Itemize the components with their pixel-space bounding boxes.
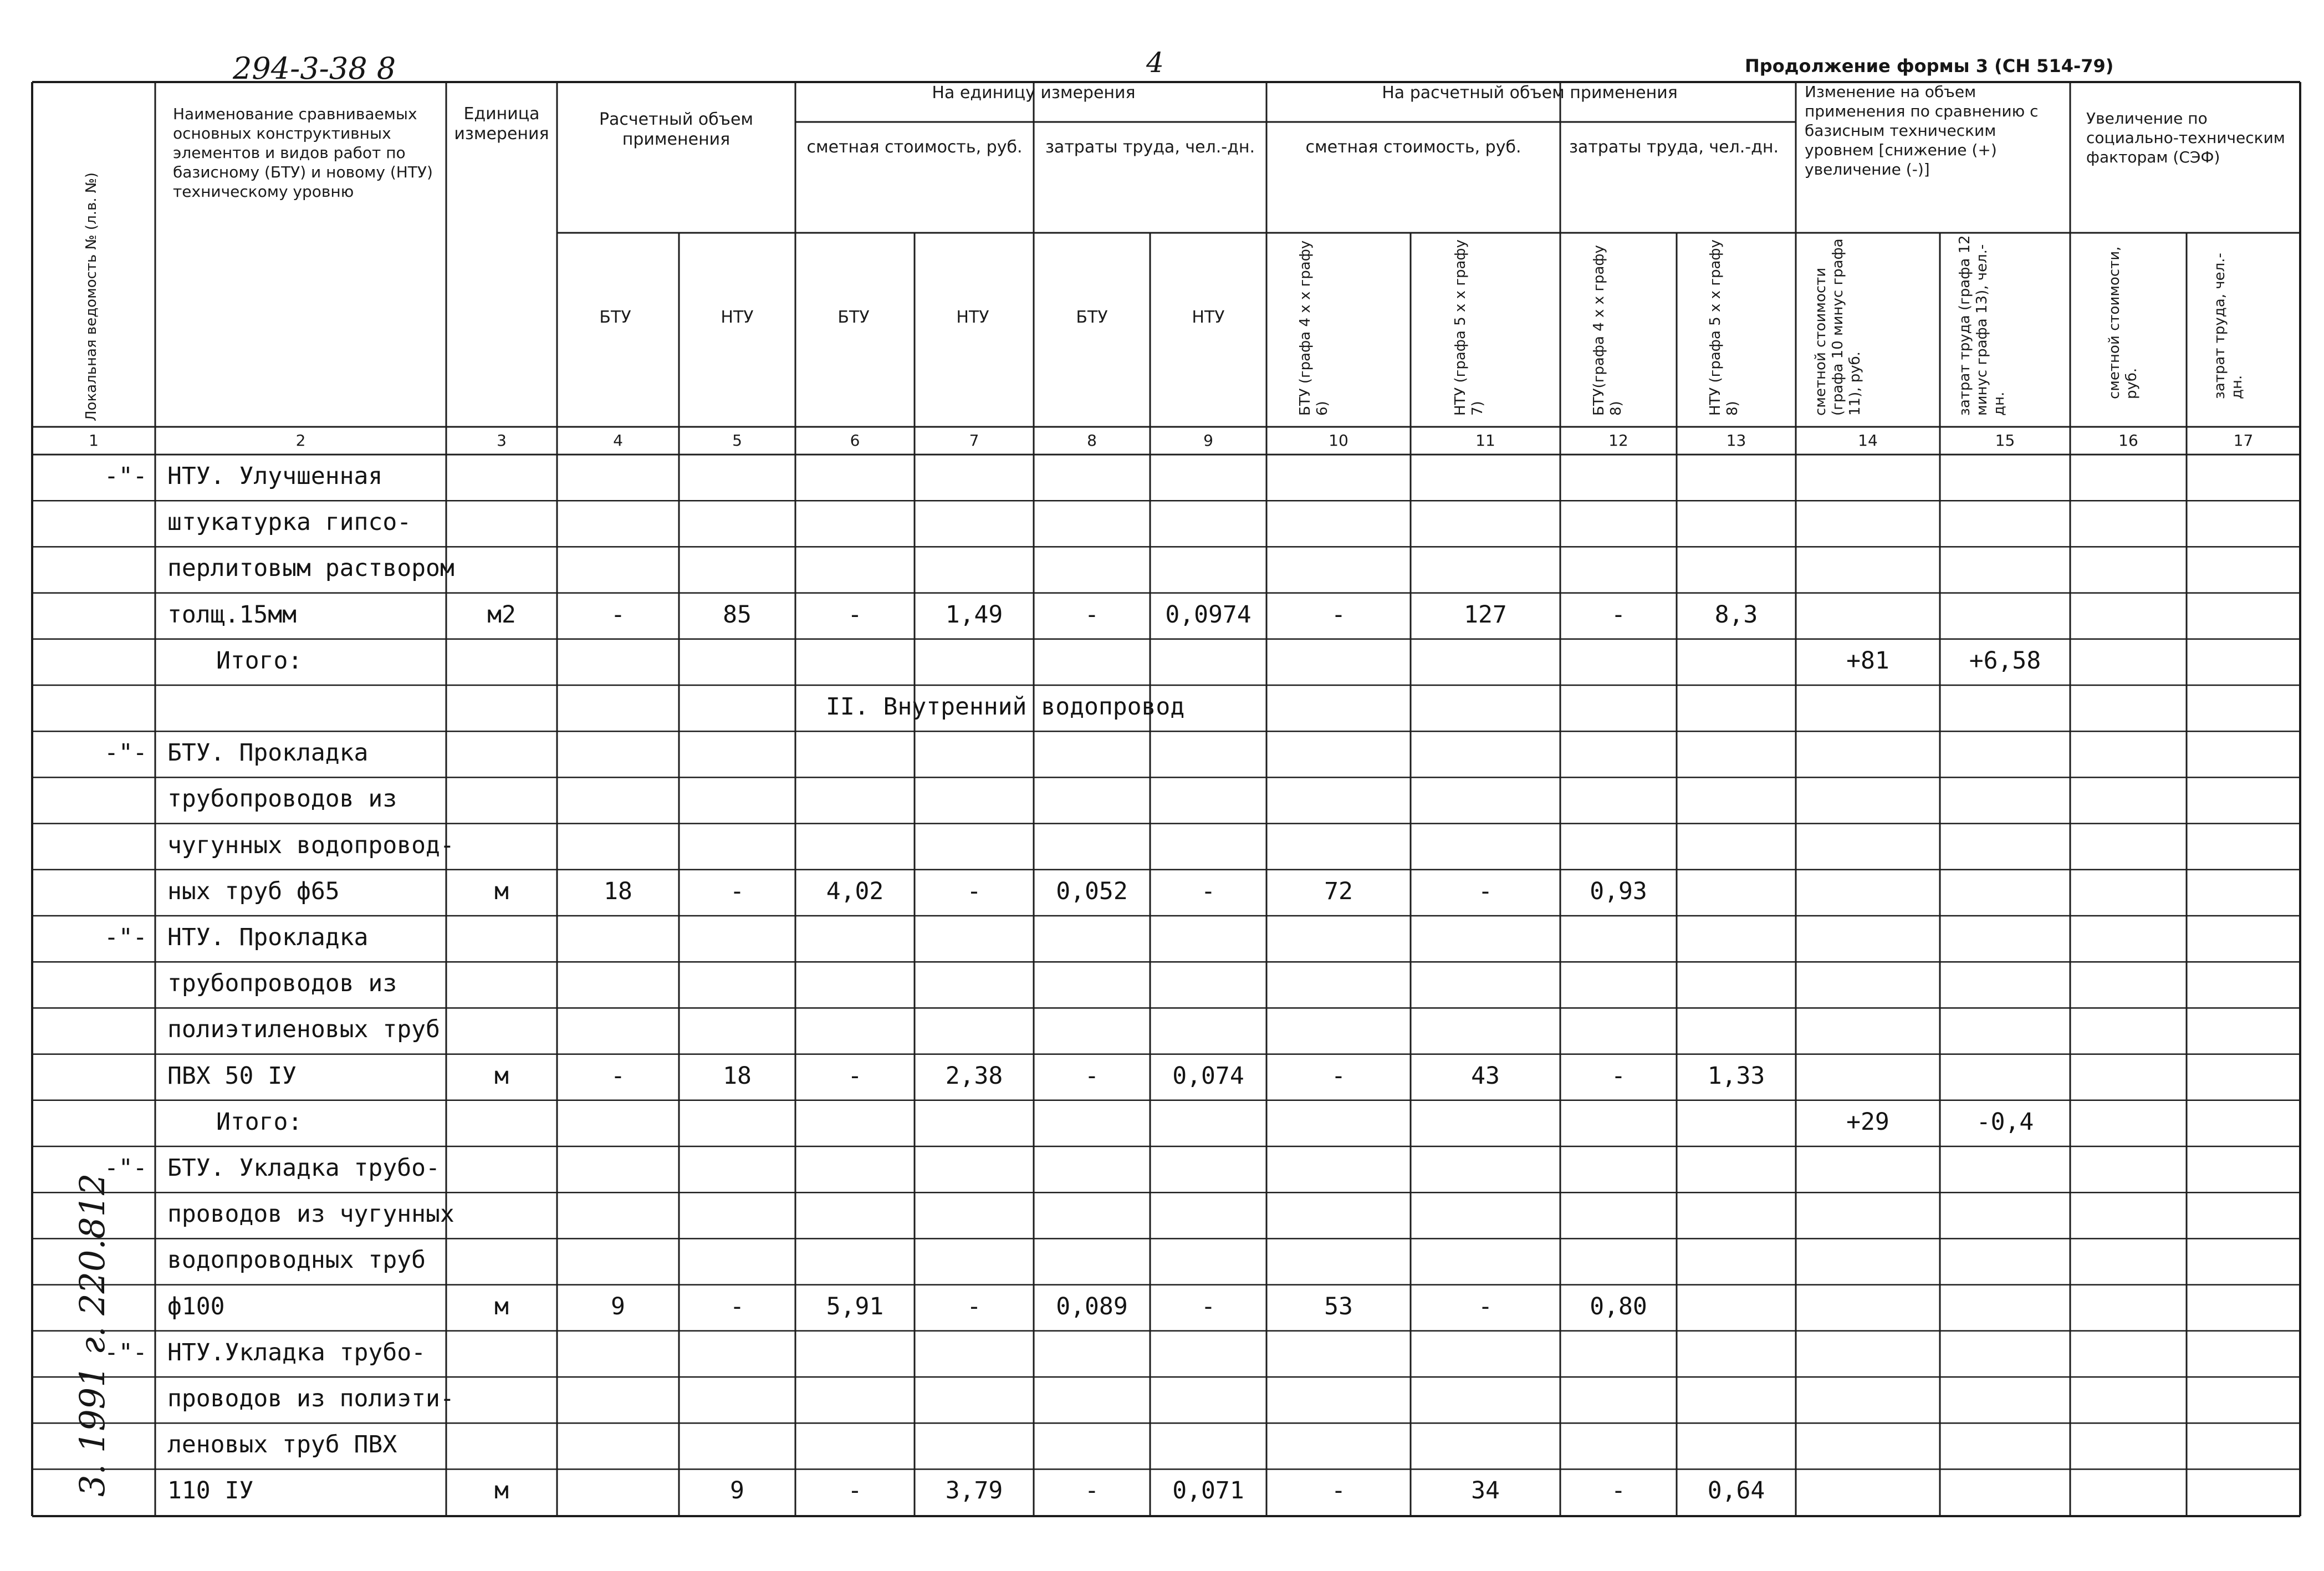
row-cell-col10: 72 <box>1324 877 1353 905</box>
header-col3: Единица измерения <box>454 104 549 144</box>
row-cell-col5: 85 <box>723 600 752 629</box>
row-cell-col5: 9 <box>730 1477 744 1505</box>
header-total-labor: затраты труда, чел.-дн. <box>1569 137 1779 157</box>
row-cell-col12: - <box>1611 600 1626 629</box>
row-cell-col1: -"- <box>104 1338 147 1366</box>
header-c11: НТУ (графа 5 х х графу 7) <box>1452 239 1486 416</box>
row-cell-col4: 18 <box>604 877 632 905</box>
row-cell-col8: 0,052 <box>1056 877 1128 905</box>
row-cell-col14: +29 <box>1846 1108 1889 1136</box>
column-number: 8 <box>1087 431 1097 450</box>
header-volume: Расчетный объем применения <box>599 110 754 149</box>
row-cell-col13: 8,3 <box>1714 600 1758 629</box>
row-label: полиэтиленовых труб <box>167 1016 440 1044</box>
row-cell-col3: м2 <box>487 600 516 629</box>
side-stamp: 3. 1991 г. 220.812 <box>72 1173 113 1497</box>
header-c14: сметной стоимости (графа 10 минус графа 11), руб. <box>1812 238 1863 416</box>
top-left-note: 294-3-38 8 <box>233 51 396 86</box>
row-label: Итого: <box>216 1108 303 1136</box>
row-label: НТУ. Улучшенная <box>167 462 383 490</box>
row-label: перлитовым раствором <box>167 554 454 583</box>
page-number: 4 <box>1146 47 1164 79</box>
row-cell-col11: - <box>1478 877 1493 905</box>
row-label: НТУ.Укладка трубо- <box>167 1338 426 1366</box>
row-cell-col4: 9 <box>611 1292 625 1320</box>
row-cell-col6: - <box>847 1062 862 1090</box>
row-label: БТУ. Укладка трубо- <box>167 1154 440 1182</box>
row-cell-col7: 3,79 <box>945 1477 1003 1505</box>
row-cell-col10: 53 <box>1324 1292 1353 1320</box>
header-col2: Наименование сравниваемых основных конструктивных элементов и видов работ по базисному (БТУ) и новому (НТУ) техническому уровню <box>173 105 433 201</box>
header-c17: затрат труда, чел.-дн. <box>2211 253 2245 399</box>
column-number: 3 <box>497 431 507 450</box>
row-cell-col5: - <box>730 877 744 905</box>
column-number: 5 <box>732 431 742 450</box>
header-c4: БТУ <box>599 308 631 327</box>
row-cell-col4: - <box>611 1062 625 1090</box>
row-label: ф100 <box>167 1292 225 1320</box>
row-cell-col12: - <box>1611 1062 1626 1090</box>
row-cell-col6: - <box>847 600 862 629</box>
row-cell-col10: - <box>1331 1062 1346 1090</box>
row-cell-col9: 0,071 <box>1172 1477 1244 1505</box>
header-c15: затрат труда (графа 12 минус графа 13), чел.-дн. <box>1957 235 2008 416</box>
row-cell-col4: - <box>611 600 625 629</box>
row-cell-col1: -"- <box>104 462 147 490</box>
row-cell-col5: - <box>730 1292 744 1320</box>
row-label: трубопроводов из <box>167 785 397 813</box>
row-label: Итого: <box>216 646 303 675</box>
row-cell-col9: - <box>1201 877 1215 905</box>
header-c10: БТУ (графа 4 х х графу 6) <box>1297 240 1331 416</box>
header-c12: БТУ(графа 4 х х графу 8) <box>1591 244 1625 416</box>
header-c7: НТУ <box>956 308 989 327</box>
header-c13: НТУ (графа 5 х х графу 8) <box>1707 239 1741 416</box>
row-cell-col11: - <box>1478 1292 1493 1320</box>
row-cell-col1: -"- <box>104 1154 147 1182</box>
header-per-unit: На единицу измерения <box>932 83 1136 103</box>
column-number: 15 <box>1995 431 2015 450</box>
row-cell-col3: м <box>494 1062 509 1090</box>
top-right-note: Продолжение формы 3 (СН 514-79) <box>1745 55 2114 76</box>
header-unit-cost: сметная стоимость, руб. <box>806 137 1023 157</box>
header-increase: Увеличение по социально-техническим факторам (СЭФ) <box>2086 109 2285 166</box>
column-number: 14 <box>1858 431 1878 450</box>
section-title: II. Внутренний водопровод <box>826 693 1185 721</box>
row-label: НТУ. Прокладка <box>167 924 369 951</box>
row-cell-col12: 0,80 <box>1590 1292 1647 1320</box>
header-col1: Локальная ведомость № (л.в. №) <box>83 172 100 421</box>
header-c8: БТУ <box>1076 308 1108 327</box>
row-cell-col1: -"- <box>104 739 147 767</box>
row-cell-col6: - <box>847 1477 862 1505</box>
header-c16: сметной стоимости, руб. <box>2106 246 2140 399</box>
row-cell-col3: м <box>494 877 509 905</box>
column-number: 9 <box>1203 431 1213 450</box>
header-c6: БТУ <box>837 308 870 327</box>
column-number: 16 <box>2118 431 2138 450</box>
column-number: 2 <box>295 431 306 450</box>
row-cell-col3: м <box>494 1292 509 1320</box>
row-label: леновых труб ПВХ <box>167 1431 397 1459</box>
row-cell-col9: - <box>1201 1292 1215 1320</box>
row-label: водопроводных труб <box>167 1246 426 1274</box>
header-total: На расчетный объем применения <box>1382 83 1678 103</box>
row-cell-col7: - <box>967 1292 982 1320</box>
row-label: проводов из чугунных <box>167 1200 454 1228</box>
row-label: чугунных водопровод- <box>167 831 454 859</box>
column-number: 4 <box>613 431 623 450</box>
row-cell-col15: +6,58 <box>1969 646 2041 675</box>
row-cell-col12: - <box>1611 1477 1626 1505</box>
row-cell-col8: - <box>1085 1062 1099 1090</box>
row-cell-col13: 0,64 <box>1707 1477 1765 1505</box>
column-number: 17 <box>2233 431 2254 450</box>
header-c5: НТУ <box>721 308 754 327</box>
row-cell-col8: - <box>1085 1477 1099 1505</box>
column-number: 13 <box>1726 431 1746 450</box>
row-cell-col8: 0,089 <box>1056 1292 1128 1320</box>
row-cell-col14: +81 <box>1846 646 1889 675</box>
row-cell-col10: - <box>1331 1477 1346 1505</box>
column-number: 11 <box>1475 431 1495 450</box>
row-cell-col11: 34 <box>1471 1477 1500 1505</box>
row-cell-col8: - <box>1085 600 1099 629</box>
row-cell-col3: м <box>494 1477 509 1505</box>
column-number: 7 <box>969 431 979 450</box>
row-cell-col7: 2,38 <box>945 1062 1003 1090</box>
row-label: проводов из полиэти- <box>167 1385 454 1412</box>
column-number: 6 <box>850 431 860 450</box>
row-cell-col12: 0,93 <box>1590 877 1647 905</box>
row-cell-col6: 5,91 <box>826 1292 884 1320</box>
row-cell-col9: 0,074 <box>1172 1062 1244 1090</box>
row-cell-col13: 1,33 <box>1707 1062 1765 1090</box>
row-cell-col7: 1,49 <box>945 600 1003 629</box>
header-c9: НТУ <box>1192 308 1225 327</box>
row-label: штукатурка гипсо- <box>167 508 412 537</box>
row-cell-col9: 0,0974 <box>1165 600 1252 629</box>
column-number: 1 <box>89 431 99 450</box>
header-change: Изменение на объем применения по сравнению с базисным техническим уровнем [снижение (+) увеличение (-)] <box>1805 83 2039 178</box>
row-cell-col1: -"- <box>104 924 147 951</box>
column-number: 12 <box>1608 431 1628 450</box>
header-unit-labor: затраты труда, чел.-дн. <box>1045 137 1255 157</box>
row-label: трубопроводов из <box>167 970 397 998</box>
row-label: БТУ. Прокладка <box>167 739 369 767</box>
header-total-cost: сметная стоимость, руб. <box>1305 137 1521 157</box>
row-cell-col10: - <box>1331 600 1346 629</box>
row-cell-col11: 43 <box>1471 1062 1500 1090</box>
column-number: 10 <box>1329 431 1349 450</box>
row-label: ПВХ 50 IУ <box>167 1062 297 1090</box>
row-cell-col15: -0,4 <box>1976 1108 2034 1136</box>
row-cell-col6: 4,02 <box>826 877 884 905</box>
row-cell-col7: - <box>967 877 982 905</box>
row-cell-col11: 127 <box>1464 600 1507 629</box>
row-label: ных труб ф65 <box>167 877 340 905</box>
row-label: толщ.15мм <box>167 600 297 629</box>
row-cell-col5: 18 <box>723 1062 752 1090</box>
row-label: 110 IУ <box>167 1477 254 1505</box>
